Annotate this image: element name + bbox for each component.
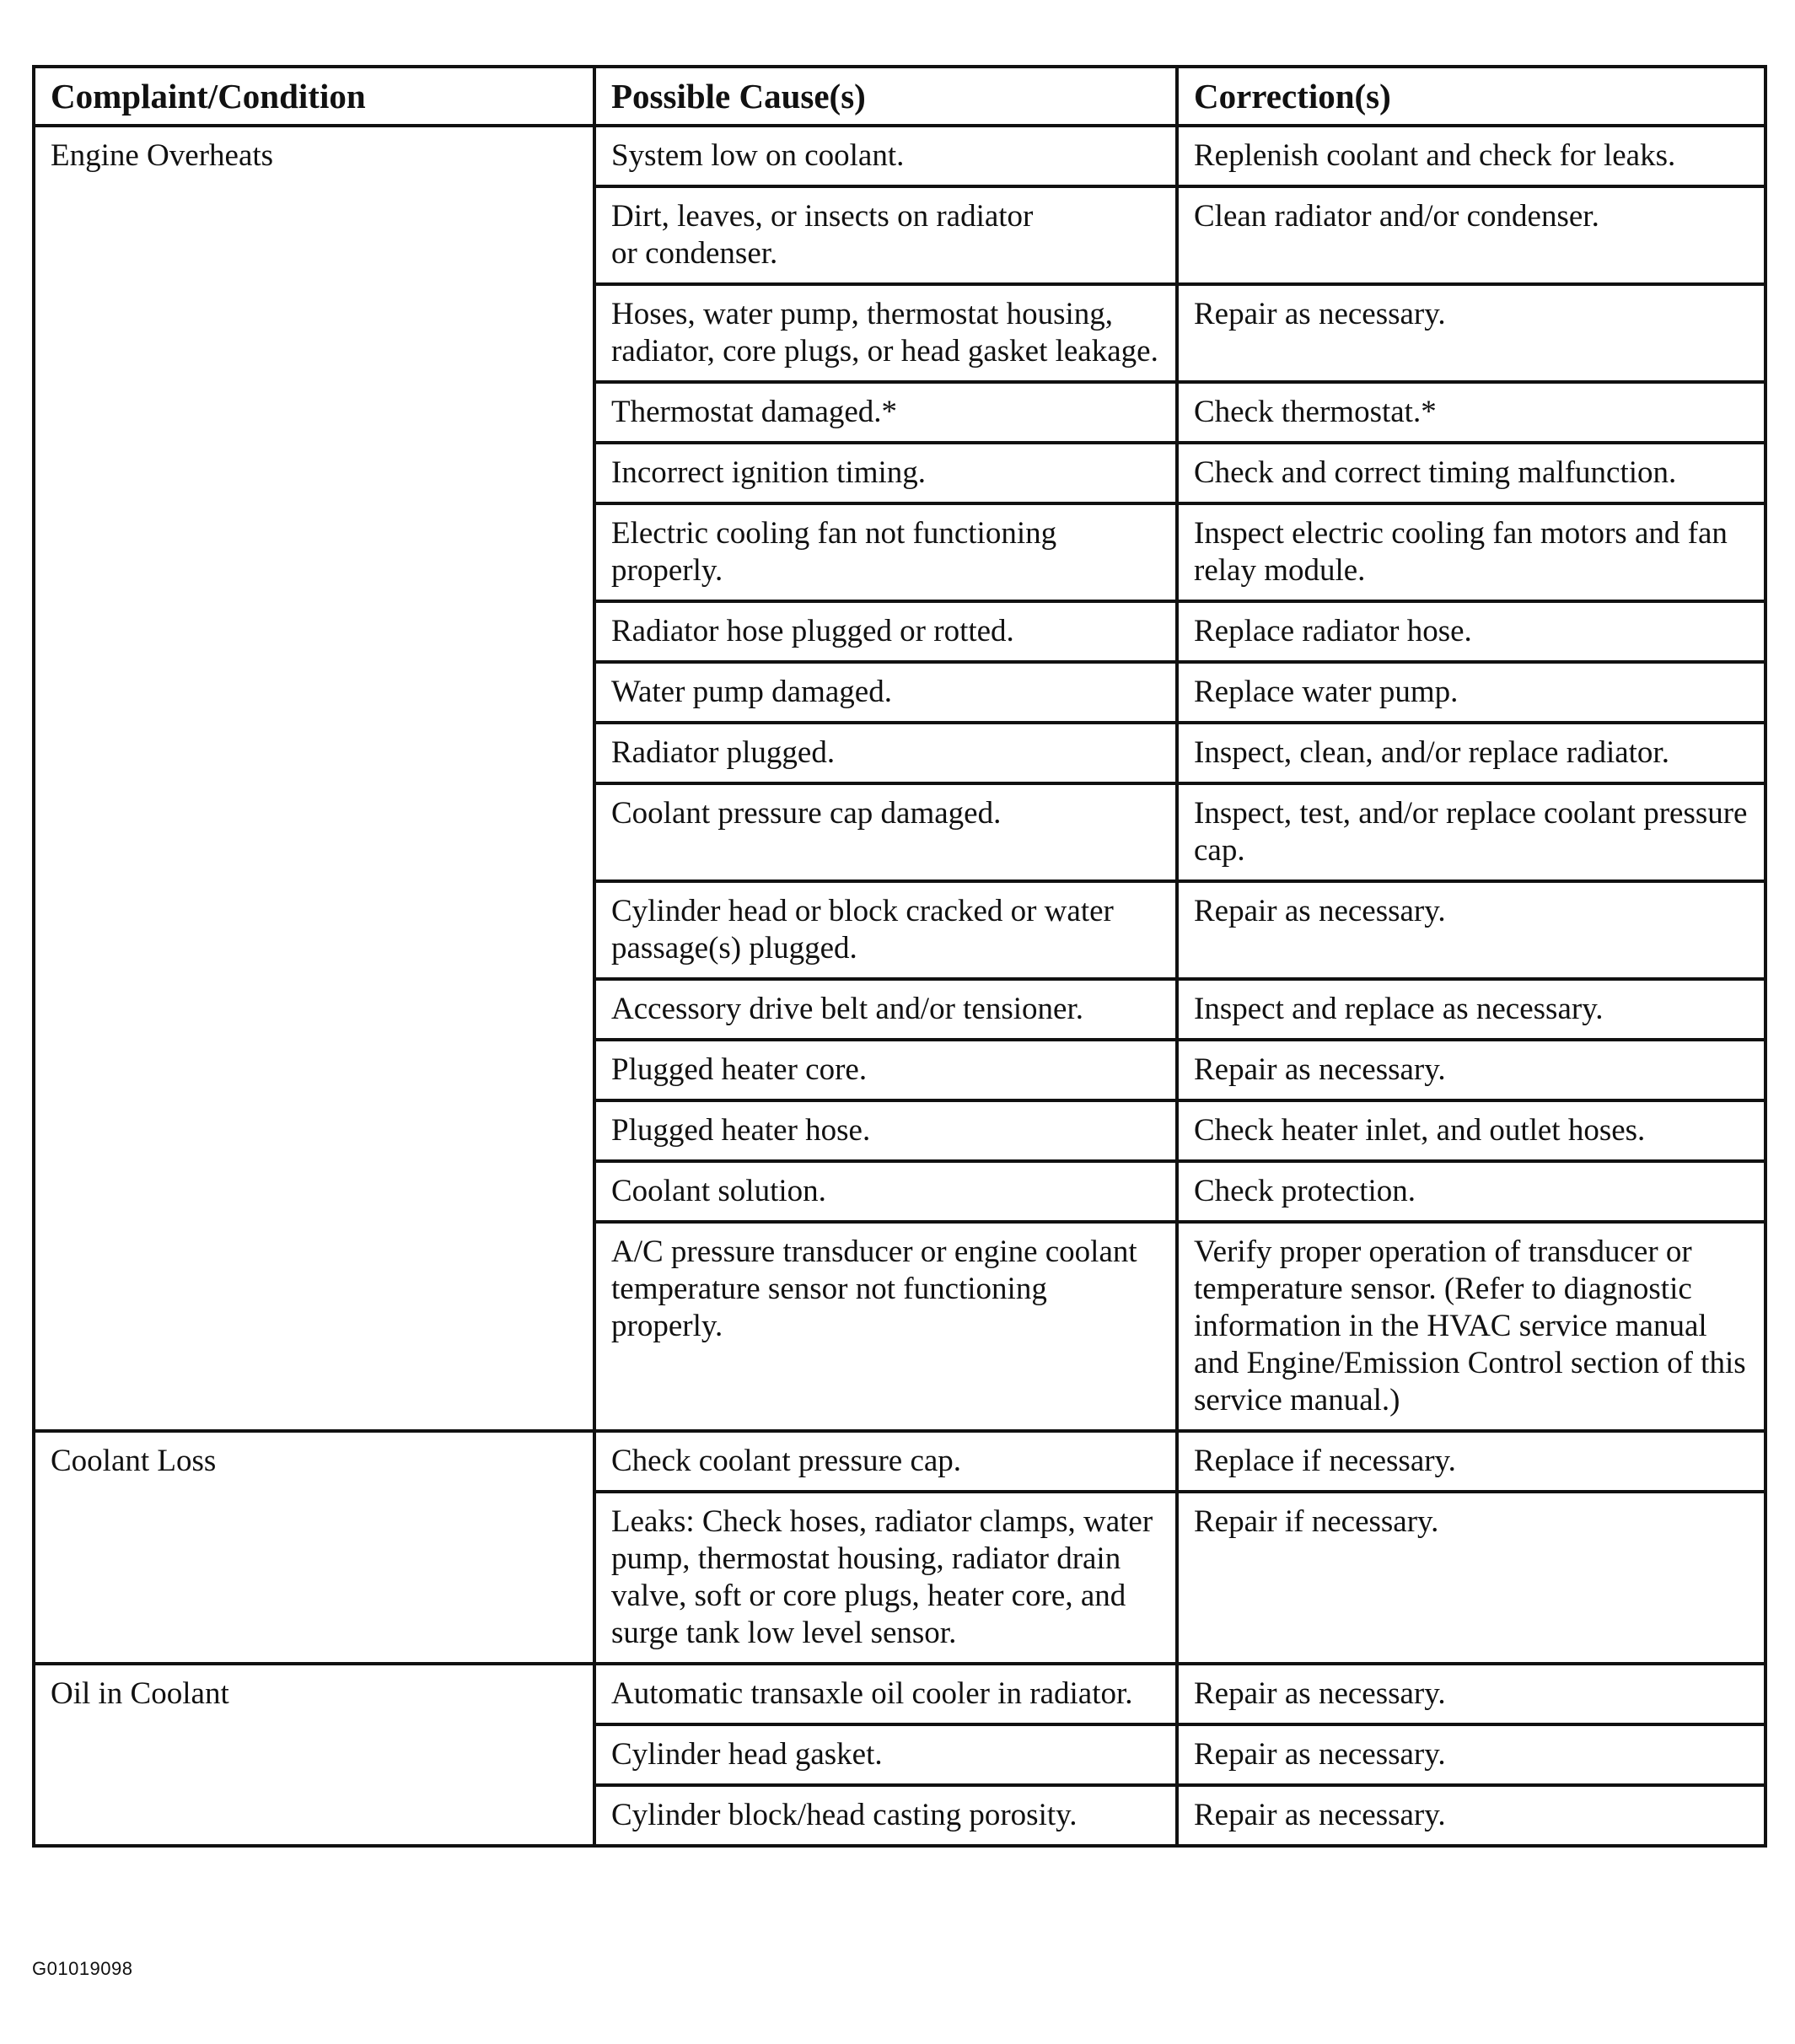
header-row [34,67,1765,126]
correction-cell: Replenish coolant and check for leaks. [1177,126,1765,186]
table-row [34,1431,1765,1492]
correction-cell: Verify proper operation of transducer or temperature sensor. (Refer to diagnostic information in the HVAC service manual and Engine/Emission Control section of this service manual.) [1177,1222,1765,1431]
correction-cell: Repair as necessary. [1177,284,1765,382]
cooling-diagnosis-table [32,65,1767,1848]
table-body [34,126,1765,1846]
possible-cause-cell: Automatic transaxle oil cooler in radiator. [594,1664,1177,1724]
correction-cell: Inspect electric cooling fan motors and fan relay module. [1177,503,1765,601]
possible-cause-cell: Coolant solution. [594,1161,1177,1222]
possible-cause-cell: Dirt, leaves, or insects on radiator or condenser. [594,186,1177,284]
correction-cell: Replace if necessary. [1177,1431,1765,1492]
possible-cause-cell: Cylinder head or block cracked or water passage(s) plugged. [594,881,1177,979]
correction-cell: Inspect, clean, and/or replace radiator. [1177,723,1765,783]
possible-cause-cell: Cylinder block/head casting porosity. [594,1785,1177,1846]
figure-id: G01019098 [32,1958,133,1979]
correction-cell: Check protection. [1177,1161,1765,1222]
complaint-condition-cell: Coolant Loss [34,1431,594,1664]
table-row [34,1664,1765,1724]
correction-cell: Repair as necessary. [1177,1724,1765,1785]
possible-cause-cell: Radiator plugged. [594,723,1177,783]
correction-cell: Replace water pump. [1177,662,1765,723]
correction-cell: Repair as necessary. [1177,881,1765,979]
complaint-condition-cell: Engine Overheats [34,126,594,1431]
correction-cell: Repair as necessary. [1177,1785,1765,1846]
complaint-condition-cell: Oil in Coolant [34,1664,594,1846]
possible-cause-cell: Electric cooling fan not functioning properly. [594,503,1177,601]
header-cause: Possible Cause(s) [594,67,1177,126]
possible-cause-cell: System low on coolant. [594,126,1177,186]
correction-cell: Repair as necessary. [1177,1664,1765,1724]
possible-cause-cell: Radiator hose plugged or rotted. [594,601,1177,662]
possible-cause-cell: Plugged heater hose. [594,1100,1177,1161]
possible-cause-cell: Accessory drive belt and/or tensioner. [594,979,1177,1040]
correction-cell: Clean radiator and/or condenser. [1177,186,1765,284]
possible-cause-cell: A/C pressure transducer or engine coolant temperature sensor not functioning properly. [594,1222,1177,1431]
possible-cause-cell: Hoses, water pump, thermostat housing, radiator, core plugs, or head gasket leakage. [594,284,1177,382]
correction-cell: Inspect, test, and/or replace coolant pressure cap. [1177,783,1765,881]
header-correction: Correction(s) [1177,67,1765,126]
possible-cause-cell: Incorrect ignition timing. [594,443,1177,503]
correction-cell: Repair if necessary. [1177,1492,1765,1664]
possible-cause-cell: Plugged heater core. [594,1040,1177,1100]
possible-cause-cell: Leaks: Check hoses, radiator clamps, water pump, thermostat housing, radiator drain valve, soft or core plugs, heater core, and surge tank low level sensor. [594,1492,1177,1664]
table-row [34,126,1765,186]
correction-cell: Check heater inlet, and outlet hoses. [1177,1100,1765,1161]
header-complaint: Complaint/Condition [34,67,594,126]
possible-cause-cell: Water pump damaged. [594,662,1177,723]
possible-cause-cell: Thermostat damaged.* [594,382,1177,443]
possible-cause-cell: Coolant pressure cap damaged. [594,783,1177,881]
possible-cause-cell: Check coolant pressure cap. [594,1431,1177,1492]
possible-cause-cell: Cylinder head gasket. [594,1724,1177,1785]
correction-cell: Inspect and replace as necessary. [1177,979,1765,1040]
correction-cell: Check thermostat.* [1177,382,1765,443]
correction-cell: Repair as necessary. [1177,1040,1765,1100]
correction-cell: Replace radiator hose. [1177,601,1765,662]
correction-cell: Check and correct timing malfunction. [1177,443,1765,503]
